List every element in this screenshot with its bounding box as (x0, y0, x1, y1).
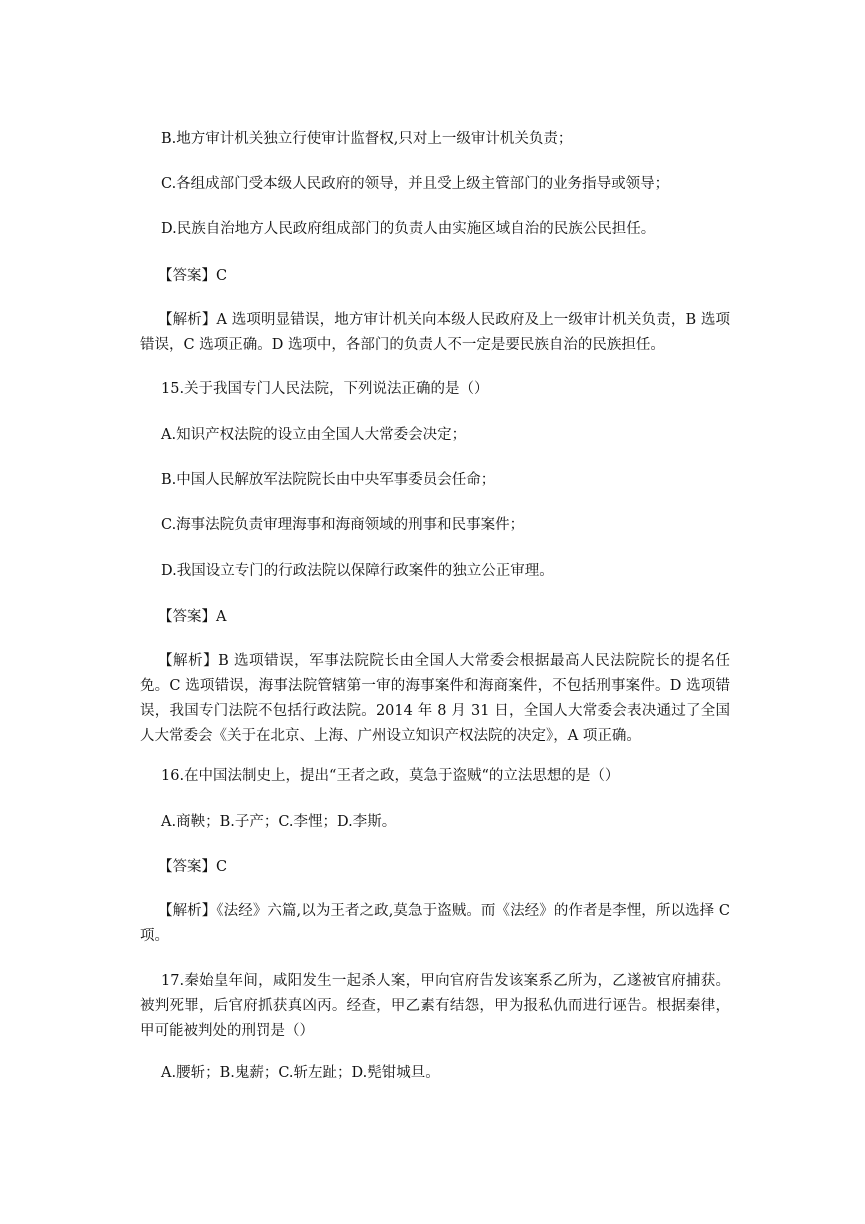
q16-answer: 【答案】C (158, 859, 228, 875)
q15-stem: 15.关于我国专门人民法院，下列说法正确的是（） (161, 381, 489, 397)
q14-analysis: 【解析】A 选项明显错误，地方审计机关向本级人民政府及上一级审计机关负责，B 选项错误，C 选项正确。D 选项中，各部门的负责人不一定是要民族自治的民族担任。 (140, 312, 730, 353)
q14-option-b: B.地方审计机关独立行使审计监督权,只对上一级审计机关负责； (161, 131, 573, 147)
q14-answer: 【答案】C (158, 268, 228, 284)
q15-answer: 【答案】A (158, 609, 227, 625)
q15-option-d: D.我国设立专门的行政法院以保障行政案件的独立公正审理。 (161, 563, 554, 579)
q17-stem: 17.秦始皇年间，咸阳发生一起杀人案，甲向官府告发该案系乙所为，乙遂被官府捕获。被判死罪，后官府抓获真凶丙。经查，甲乙素有结怨，甲为报私仇而进行诬告。根据秦律，甲可能被判处的刑罚是（） (140, 973, 730, 1039)
q15-option-c: C.海事法院负责审理海事和海商领域的刑事和民事案件； (161, 517, 525, 533)
q14-option-c: C.各组成部门受本级人民政府的领导，并且受上级主管部门的业务指导或领导； (161, 176, 670, 192)
q15-option-b: B.中国人民解放军法院院长由中央军事委员会任命； (161, 472, 496, 488)
q15-option-a: A.知识产权法院的设立由全国人大常委会决定； (161, 427, 467, 443)
q17-options: A.腰斩；B.鬼薪；C.斩左趾；D.髡钳城旦。 (161, 1065, 440, 1081)
q16-analysis: 【解析】《法经》六篇,以为王者之政,莫急于盗贼。而《法经》的作者是李悝，所以选择 C 项。 (140, 903, 730, 944)
q15-analysis: 【解析】B 选项错误，军事法院院长由全国人大常委会根据最高人民法院院长的提名任免。C 选项错误，海事法院管辖第一审的海事案件和海商案件，不包括刑事案件。D 选项错误，我国专门法院不包括行政法院。2014 年 8 月 31 日，全国人大常委会表决通过了全国人大常委会《关于在北京、上海、广州设立知识产权法院的决定》，A 项正确。 (140, 653, 730, 744)
q16-stem: 16.在中国法制史上，提出“王者之政，莫急于盗贼“的立法思想的是（） (161, 768, 620, 784)
q16-options: A.商鞅；B.子产；C.李悝；D.李斯。 (161, 814, 397, 830)
q14-option-d: D.民族自治地方人民政府组成部门的负责人由实施区域自治的民族公民担任。 (161, 221, 656, 237)
